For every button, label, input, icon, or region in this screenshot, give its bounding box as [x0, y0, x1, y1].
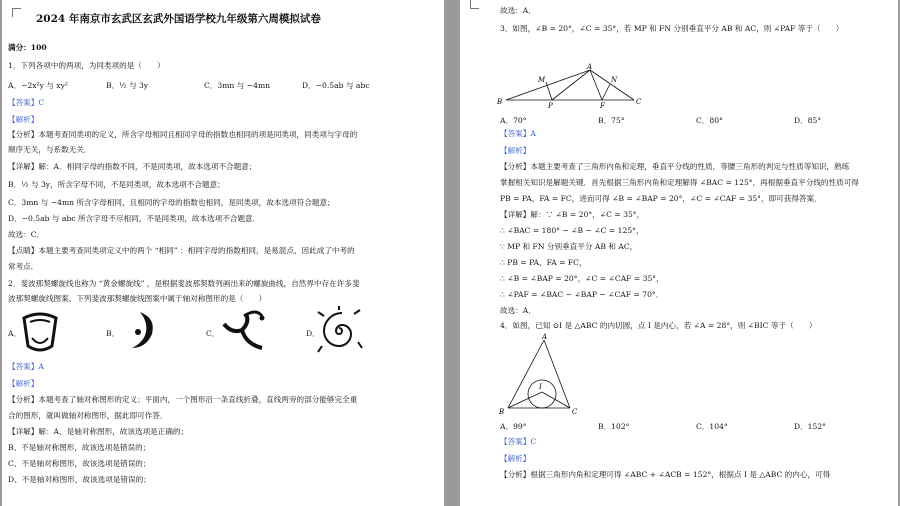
q2-label-c: C． [206, 329, 220, 338]
label-n: N [611, 76, 618, 84]
q2-stem-1: 2．斐波那契螺旋线也称为 “黄金螺旋线” ，是根据斐波那契数列画出来的螺旋曲线，自然界中存在许多斐 [8, 279, 360, 288]
q3-conclusion: 故选：A． [500, 306, 536, 315]
q2-detail-a: 【详解】解：A、是轴对称图形，故该选项是正确的； [8, 427, 189, 436]
q2-label-d: D． [306, 329, 320, 338]
q2-label-a: A． [8, 329, 22, 338]
spiral-figure-c [216, 304, 270, 356]
q3-jiexi: 【解析】 [500, 146, 531, 155]
q3-option-c: C．80° [696, 116, 723, 125]
q3-detail-2: ∴ ∠BAC = 180° − ∠B − ∠C = 125°， [500, 226, 644, 235]
q4-jiexi: 【解析】 [500, 454, 531, 463]
label-a: A [542, 333, 548, 341]
q4-stem: 4．如图，已知 ⊙I 是 △ABC 的内切圆，点 I 是内心，若 ∠A = 28°，则 ∠BIC 等于（ ） [500, 321, 817, 330]
prev-conclusion: 故选：A． [500, 6, 536, 15]
q3-triangle-figure [496, 62, 646, 108]
q3-option-d: D．85° [794, 116, 822, 125]
spiral-figure-d [314, 306, 364, 356]
q2-stem-2: 波那契螺旋线图案，下列斐波那契螺旋线图案中属于轴对称图形的是（ ） [8, 294, 267, 303]
q4-option-c: C．104° [696, 422, 728, 431]
q1-detail-d: D．−0.5ab 与 abc 所含字母不尽相同，不是同类项，故本选项不合题意． [8, 214, 261, 223]
label-i: I [539, 383, 542, 391]
q1-option-b: B．½ 与 3y [106, 81, 149, 90]
q3-detail-5: ∴ ∠B = ∠BAP = 20°，∠C = ∠CAF = 35°， [500, 274, 664, 283]
q3-option-b: B．75° [598, 116, 625, 125]
q3-analysis-1: 【分析】本题主要考查了三角形内角和定理，垂直平分线的性质，等腰三角形的判定与性质等知识，熟练 [500, 162, 850, 171]
q3-answer: 【答案】A [500, 129, 536, 138]
q4-incircle-figure [498, 332, 584, 418]
exam-title: 2024 年南京市玄武区玄武外国语学校九年级第六周模拟试卷 [36, 13, 321, 25]
q3-detail-4: ∴ PB = PA，FA = FC， [500, 258, 587, 267]
q1-option-a: A．−2x²y 与 xy² [8, 81, 68, 90]
q3-option-a: A．70° [500, 116, 527, 125]
spiral-figure-b [120, 308, 160, 354]
q1-analysis-1: 【分析】本题考查同类项的定义，所含字母相同且相同字母的指数也相同的项是同类项，同类项与字母的 [8, 130, 358, 139]
label-c: C [636, 98, 642, 106]
label-c: C [572, 408, 578, 416]
left-page [2, 0, 444, 506]
q2-analysis-2: 合的图形，就叫做轴对称图形，据此即可作答． [8, 411, 168, 420]
q2-jiexi: 【解析】 [8, 379, 39, 388]
label-p: P [548, 102, 553, 108]
spiral-figure-a [18, 308, 62, 356]
q3-detail-1: 【详解】解：∵ ∠B = 20°，∠C = 35°， [500, 210, 645, 219]
page-corner-mark [470, 0, 479, 9]
q4-answer: 【答案】C [500, 437, 537, 446]
q1-detail-a: 【详解】解：A．相同字母的指数不同，不是同类项，故本选项不合题意； [8, 162, 257, 171]
q1-point-2: 常考点． [8, 262, 39, 271]
q1-analysis-2: 顺序无关，与系数无关． [8, 145, 92, 154]
q1-jiexi: 【解析】 [8, 115, 39, 124]
q4-option-d: D．152° [794, 422, 826, 431]
q1-detail-b: B．½ 与 3y，所含字母不同，不是同类项，故本选项不合题意； [8, 180, 225, 189]
page-corner-mark [12, 8, 21, 17]
q2-detail-b: B、不是轴对称图形，故该选项是错误的； [8, 443, 151, 452]
q1-option-c: C．3mn 与 −4mn [204, 81, 271, 90]
q4-analysis-1: 【分析】根据三角形内角和定理可得 ∠ABC + ∠ACB = 152°，根据点 I 是 △ABC 的内心，可得 [500, 470, 831, 479]
q2-label-b: B． [106, 329, 120, 338]
q2-detail-d: D、不是轴对称图形，故该选项是错误的； [8, 475, 151, 484]
q1-answer: 【答案】C [8, 98, 45, 107]
full-score: 满分：100 [8, 43, 47, 52]
q3-detail-6: ∴ ∠PAF = ∠BAC − ∠BAP − ∠CAF = 70°． [500, 290, 664, 299]
q3-stem: 3．如图，∠B = 20°，∠C = 35°，若 MP 和 FN 分别垂直平分 AB 和 AC，则 ∠PAF 等于（ ） [500, 24, 844, 33]
q3-analysis-2: 掌握相关知识是解题关键．首先根据三角形内角和定理解得 ∠BAC = 125°，再根据垂直平分线的性质可得 [500, 178, 859, 187]
right-page [460, 0, 898, 506]
label-b: B [499, 408, 505, 416]
q1-conclusion: 故选：C． [8, 230, 45, 239]
q1-detail-c: C．3mn 与 −4mn 所含字母相同，且相同的字母的指数也相同，是同类项，故本选项符合题意； [8, 198, 335, 207]
q4-option-a: A．99° [500, 422, 527, 431]
label-a: A [587, 63, 593, 71]
q2-detail-c: C、不是轴对称图形，故该选项是错误的； [8, 459, 151, 468]
label-f: F [600, 102, 605, 108]
label-b: B [497, 98, 503, 106]
q4-option-b: B．102° [598, 422, 630, 431]
label-m: M [538, 76, 546, 84]
q1-stem: 1．下列各项中的两项，为同类项的是（ ） [8, 61, 165, 70]
q1-point-1: 【点睛】本题主要考查同类项定义中的两个 “相同” ：相同字母的指数相同，是易混点，因此成了中考的 [8, 246, 355, 255]
q3-detail-3: ∵ MP 和 FN 分别垂直平分 AB 和 AC， [500, 242, 638, 251]
q2-analysis-1: 【分析】本题考查了轴对称图形的定义；平面内，一个图形沿一条直线折叠，直线两旁的部分能够完全重 [8, 395, 358, 404]
q1-option-d: D．−0.5ab 与 abc [302, 81, 370, 90]
q2-answer: 【答案】A [8, 362, 44, 371]
q3-analysis-3: PB = PA，FA = FC，进而可得 ∠B = ∠BAP = 20°，∠C = ∠CAF = 35°，即可获得答案． [500, 194, 822, 203]
